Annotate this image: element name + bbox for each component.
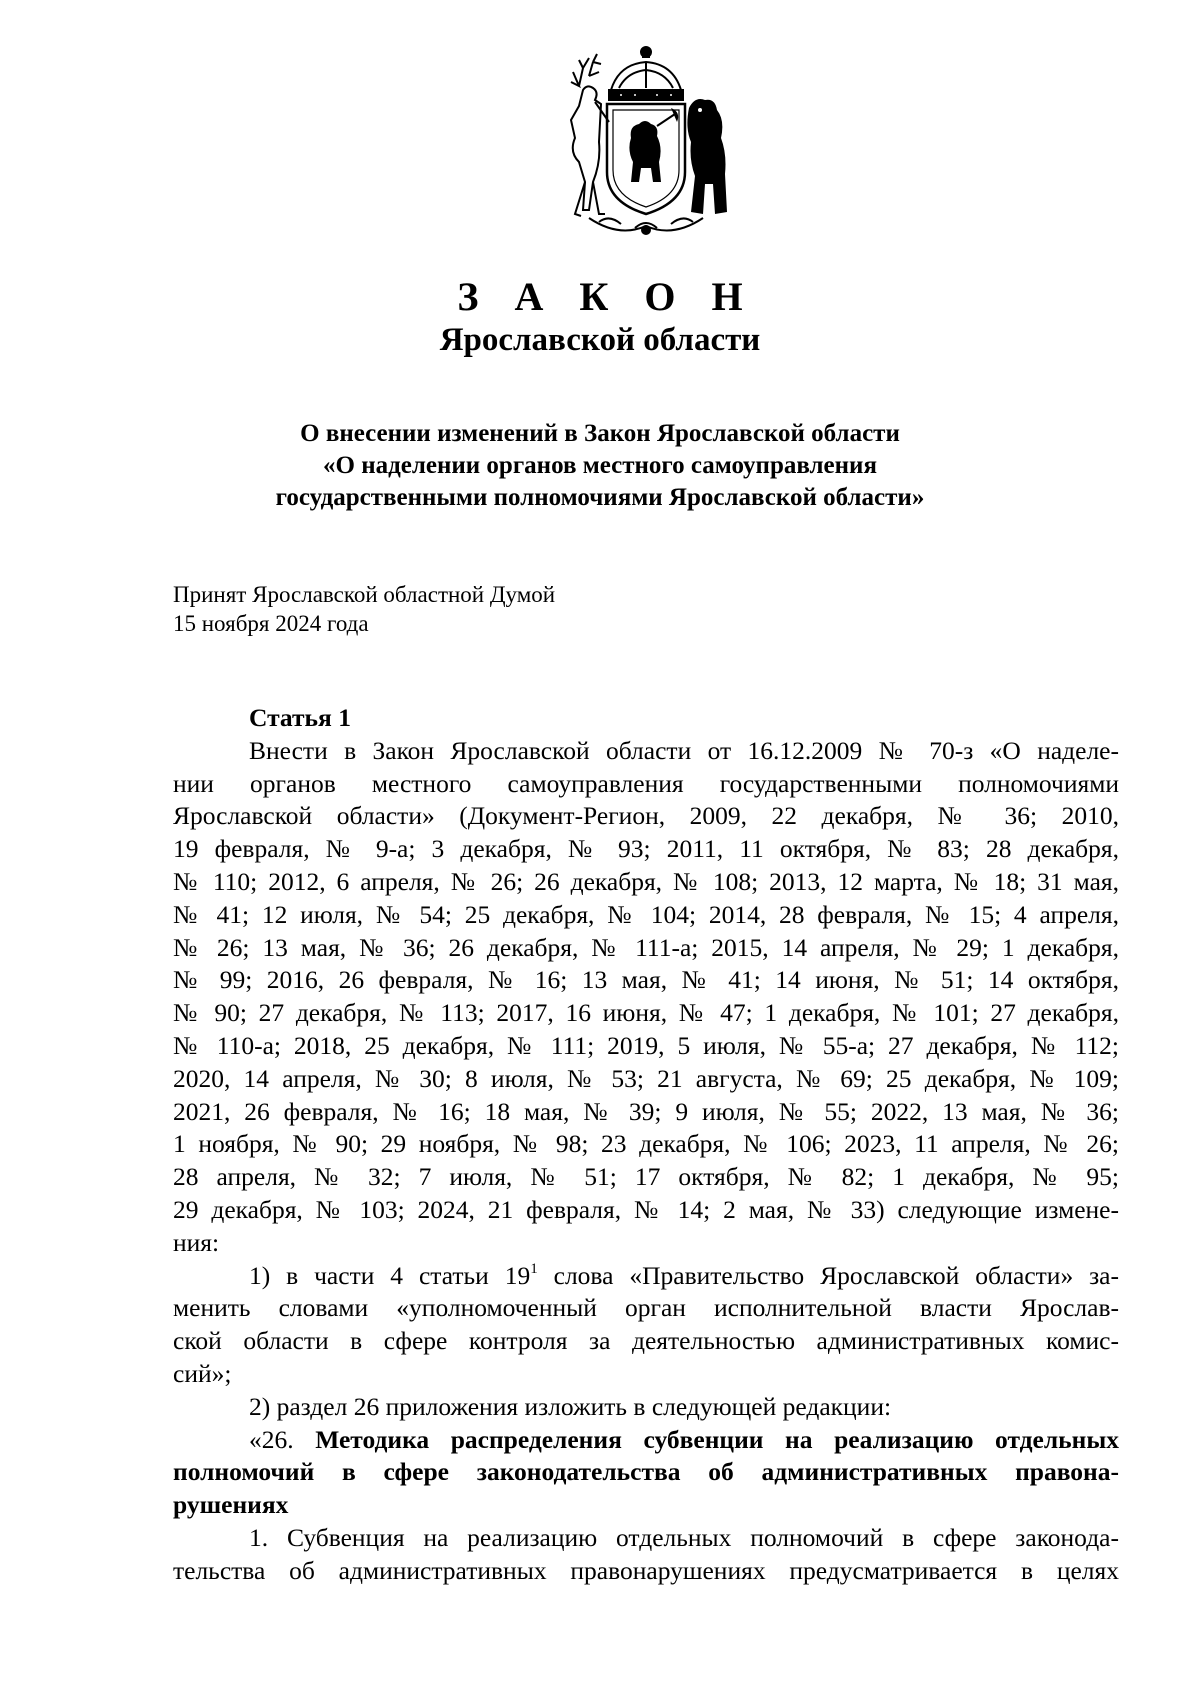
text-line: тельства об административных правонарушениях предусматривается в целях <box>173 1555 1119 1585</box>
section-number: «26. <box>249 1424 316 1454</box>
subject-line: государственными полномочиями Ярославской области» <box>275 484 925 511</box>
article-body <box>173 702 1119 1588</box>
deer-supporter-icon <box>571 54 609 216</box>
subject-line: «О наделении органов местного самоуправления <box>323 452 877 479</box>
text-line: № 41; 12 июля, № 54; 25 декабря, № 104; 2014, 28 февраля, № 15; 4 апреля, <box>173 899 1119 929</box>
section-title: Методика распределения субвенции на реализацию отдельных <box>315 1424 1120 1454</box>
text-line: № 90; 27 декабря, № 113; 2017, 16 июня, № 47; 1 декабря, № 101; 27 декабря, <box>173 998 1119 1028</box>
text-line: 1 ноября, № 90; 29 ноября, № 98; 23 декабря, № 106; 2023, 11 апреля, № 26; <box>173 1129 1119 1159</box>
region-title: Ярославской области <box>439 322 761 358</box>
adopted-by: Принят Ярославской областной Думой <box>173 582 556 607</box>
article-heading: Статья 1 <box>249 703 351 732</box>
crown-icon <box>609 47 683 100</box>
text-line: 19 февраля, № 9-а; 3 декабря, № 93; 2011, 11 октября, № 83; 28 декабря, <box>173 834 1119 864</box>
item-1-line <box>173 1260 1119 1293</box>
text-line: № 110; 2012, 6 апреля, № 26; 26 декабря, № 108; 2013, 12 марта, № 18; 31 мая, <box>173 866 1119 896</box>
text-line: № 26; 13 мая, № 36; 26 декабря, № 111-а; 2015, 14 апреля, № 29; 1 декабря, <box>173 932 1119 962</box>
wreath-ornament-icon <box>589 218 703 234</box>
text-line: 28 апреля, № 32; 7 июля, № 51; 17 октября, № 82; 1 декабря, № 95; <box>173 1162 1119 1192</box>
section-26-heading-line <box>173 1424 1119 1457</box>
section-title-line: рушениях <box>173 1490 289 1520</box>
text-line: № 110-а; 2018, 25 декабря, № 111; 2019, 5 июля, № 55-а; 27 декабря, № 112; <box>173 1030 1119 1060</box>
text-line: сий»; <box>173 1358 232 1388</box>
shield-icon <box>607 104 685 214</box>
document-type-title: З А К О Н <box>457 274 756 319</box>
text-line: нии органов местного самоуправления государственными полномочиями <box>173 768 1119 798</box>
text-line: 29 декабря, № 103; 2024, 21 февраля, № 14; 2 мая, № 33) следующие измене- <box>173 1194 1119 1224</box>
text-line: менить словами «уполномоченный орган исполнительной власти Ярослав- <box>173 1293 1119 1323</box>
text-line: Ярославской области» (Документ-Регион, 2009, 22 декабря, № 36; 2010, <box>173 801 1119 831</box>
coat-of-arms-emblem <box>549 42 743 242</box>
text-line: ской области в сфере контроля за деятельностью административных комис- <box>173 1326 1119 1356</box>
adoption-note <box>173 580 555 638</box>
bear-supporter-icon <box>687 99 727 214</box>
item-1-text: 1) в части 4 статьи 19 <box>249 1260 531 1290</box>
text-line: № 99; 2016, 26 февраля, № 16; 13 мая, № 41; 14 июня, № 51; 14 октября, <box>173 965 1119 995</box>
law-subject-title <box>0 418 1200 514</box>
adoption-date: 15 ноября 2024 года <box>173 611 369 636</box>
text-line: 2020, 14 апреля, № 30; 8 июля, № 53; 21 августа, № 69; 25 декабря, № 109; <box>173 1063 1119 1093</box>
item-1-text: слова «Правительство Ярославской области» за- <box>537 1260 1119 1290</box>
text-line: ния: <box>173 1227 220 1257</box>
text-line: Внести в Закон Ярославской области от 16.12.2009 № 70-з «О наделе- <box>249 735 1119 765</box>
item-2-line: 2) раздел 26 приложения изложить в следующей редакции: <box>249 1391 892 1421</box>
text-line: 2021, 26 февраля, № 16; 18 мая, № 39; 9 июля, № 55; 2022, 13 мая, № 36; <box>173 1096 1119 1126</box>
superscript: 1 <box>530 1260 538 1277</box>
subject-line: О внесении изменений в Закон Ярославской области <box>300 420 900 447</box>
text-line: 1. Субвенция на реализацию отдельных полномочий в сфере законода- <box>249 1522 1119 1552</box>
section-title-line: полномочий в сфере законодательства об административных правона- <box>173 1457 1119 1487</box>
